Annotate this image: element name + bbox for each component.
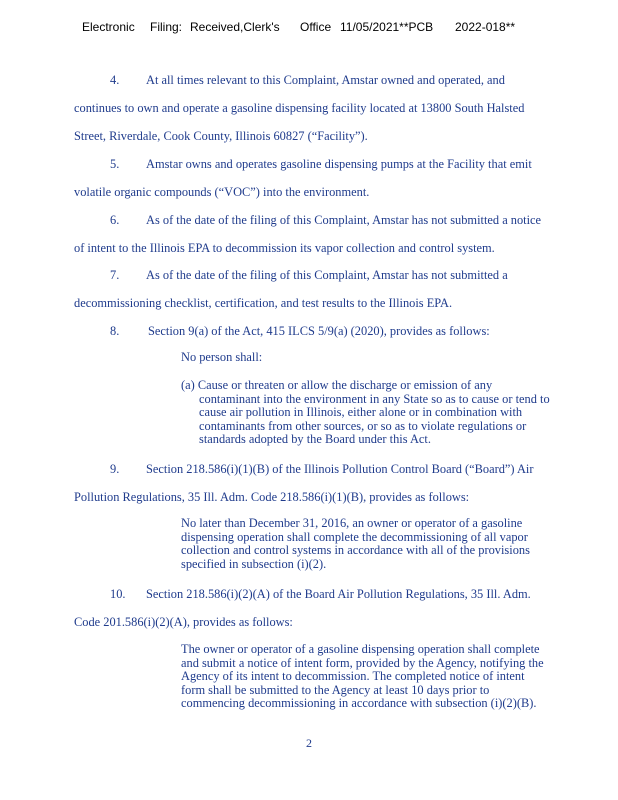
paragraph-number: 4. [110,73,120,87]
paragraph-number: 5. [110,157,120,171]
block-quote-line: specified in subsection (i)(2). [181,556,327,571]
paragraph-number: 6. [110,213,120,227]
block-quote-line: The owner or operator of a gasoline dispensing operation shall complete [181,642,540,656]
block-quote-line: form shall be submitted to the Agency at least 10 days prior to [181,682,490,697]
paragraph-line: decommissioning checklist, certification, and test results to the Illinois EPA. [74,296,453,310]
paragraph-number: 10. [110,587,126,601]
paragraph-number: 9. [110,462,120,476]
paragraph-line: Section 9(a) of the Act, 415 ILCS 5/9(a) (2020), provides as follows: [148,324,490,338]
page-number: 2 [306,736,312,750]
block-quote-line: No person shall: [181,350,263,364]
block-quote-line: (a) Cause or threaten or allow the discharge or emission of any [181,378,493,392]
block-quote-line: cause air pollution in Illinois, either alone or in combination with [199,405,523,419]
paragraph-line: Street, Riverdale, Cook County, Illinois 60827 (“Facility”). [74,129,368,143]
header-case: 2022-018** [455,20,516,34]
block-quote-line: No later than December 31, 2016, an owner or operator of a gasoline [181,516,523,530]
block-quote-line: contaminants from other sources, or so as to violate regulations or [199,418,527,433]
header-received: Received,Clerk's [190,20,280,34]
paragraph-line: At all times relevant to this Complaint, Amstar owned and operated, and [146,73,505,87]
filing-stamp-header [0,20,618,36]
block-quote-line: collection and control systems in accordance with all of the provisions [181,543,530,557]
paragraph-line: Code 201.586(i)(2)(A), provides as follows: [74,615,293,629]
block-quote-line: Agency of its intent to decommission. The completed notice of intent [181,669,525,683]
paragraph-line: Section 218.586(i)(1)(B) of the Illinois Pollution Control Board (“Board”) Air [146,462,534,476]
paragraph-line: continues to own and operate a gasoline dispensing facility located at 13800 South Halsted [74,101,525,115]
block-quote-line: and submit a notice of intent form, provided by the Agency, notifying the [181,655,544,670]
paragraph-line: volatile organic compounds (“VOC”) into the environment. [74,185,370,199]
paragraph-line: Section 218.586(i)(2)(A) of the Board Air Pollution Regulations, 35 Ill. Adm. [146,587,531,601]
header-electronic: Electronic [82,20,135,34]
paragraph-line: Amstar owns and operates gasoline dispensing pumps at the Facility that emit [146,157,532,171]
header-office: Office [300,20,332,34]
paragraph-number: 8. [110,324,120,338]
paragraph-line: As of the date of the filing of this Complaint, Amstar has not submitted a [146,268,508,282]
paragraph-line: As of the date of the filing of this Complaint, Amstar has not submitted a notice [146,213,542,227]
block-quote-line: dispensing operation shall complete the decommissioning of all vapor [181,529,528,544]
paragraph-line: of intent to the Illinois EPA to decommission its vapor collection and control system. [74,241,495,255]
paragraph-line: Pollution Regulations, 35 Ill. Adm. Code 218.586(i)(1)(B), provides as follows: [74,490,470,504]
paragraph-number: 7. [110,268,120,282]
block-quote-line: contaminant into the environment in any State so as to cause or tend to [199,391,550,406]
block-quote-line: commencing decommissioning in accordance with subsection (i)(2)(B). [181,696,537,710]
header-date: 11/05/2021**PCB [340,20,434,34]
block-quote-line: standards adopted by the Board under this Act. [199,432,431,446]
header-filing: Filing: [150,20,183,34]
